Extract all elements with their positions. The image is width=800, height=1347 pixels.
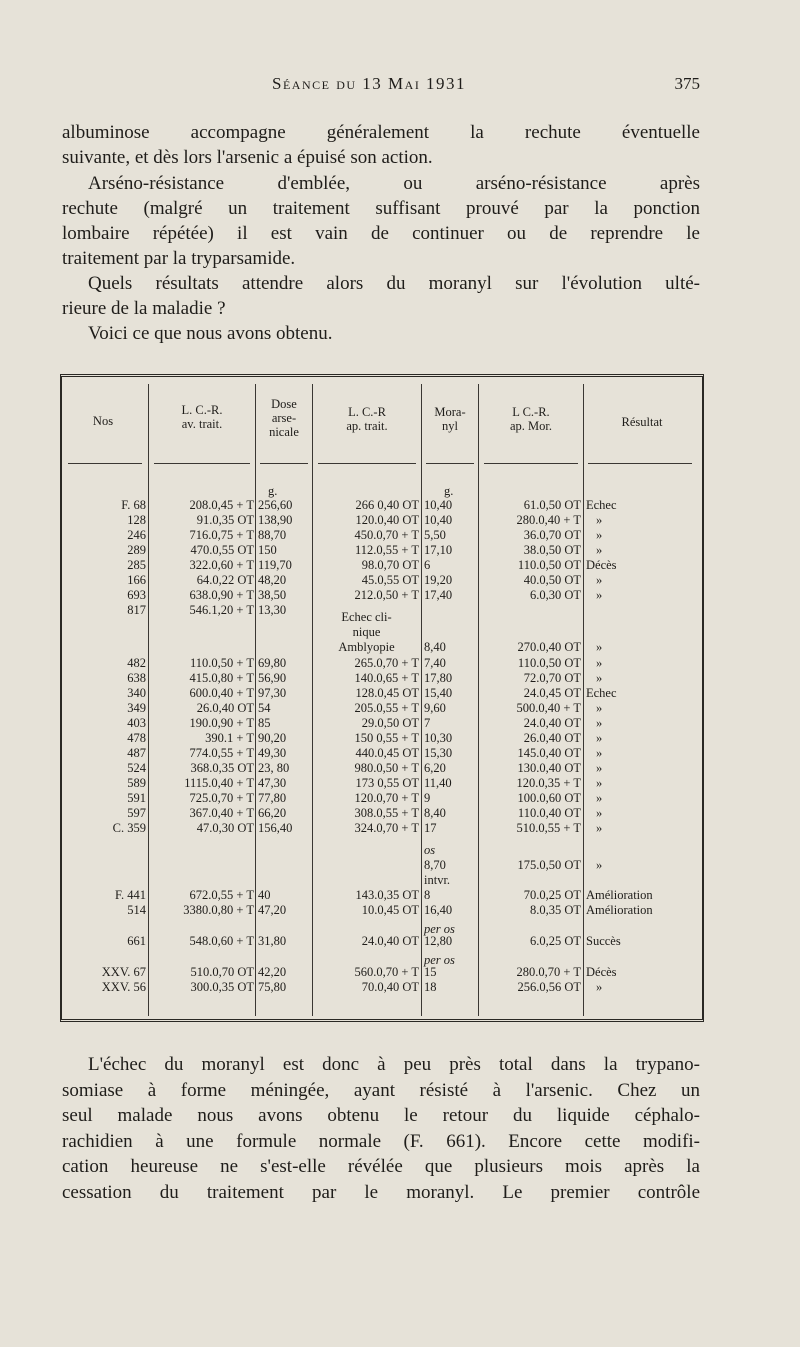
running-title: Séance du 13 Mai 1931 bbox=[272, 74, 467, 93]
text-line: rachidien à une formule normale (F. 661). Encore cette modifi- bbox=[62, 1130, 700, 1152]
clinical-failure-note bbox=[314, 610, 419, 640]
cell-result: » bbox=[596, 806, 603, 820]
cell-moranyl: 7 bbox=[424, 716, 431, 730]
cell-number: 340 bbox=[127, 686, 146, 700]
cell-lcr-moranyl: 256.0,56 OT bbox=[517, 980, 581, 994]
cell-number: 693 bbox=[127, 588, 146, 602]
cell-number: 482 bbox=[127, 656, 146, 670]
cell-lcr-after: 150 0,55 + T bbox=[354, 731, 419, 745]
cell-arsenic-dose: 85 bbox=[258, 716, 271, 730]
cell-moranyl: 10,40 bbox=[424, 513, 453, 527]
cell-lcr-moranyl: 280.0,40 + T bbox=[516, 513, 581, 527]
cell-number: F. 68 bbox=[121, 498, 146, 512]
cell-result: » bbox=[596, 716, 603, 730]
cell-lcr-moranyl: 36.0,70 OT bbox=[523, 528, 581, 542]
cell-result: Succès bbox=[586, 934, 621, 948]
text-line: cation heureuse ne s'est-elle révélée que plusieurs mois après la bbox=[62, 1156, 700, 1177]
header-line: Dose bbox=[271, 397, 297, 411]
column-divider bbox=[478, 384, 479, 1016]
cell-number: 246 bbox=[127, 528, 146, 542]
cell-arsenic-dose: 138,90 bbox=[258, 513, 293, 527]
header-line: ap. Mor. bbox=[509, 419, 552, 433]
cell-lcr-moranyl: 500.0,40 + T bbox=[516, 701, 581, 715]
cell-lcr-after: 128.0,45 OT bbox=[355, 686, 419, 700]
note-line: Echec cli- bbox=[341, 610, 392, 624]
cell-number: F. 441 bbox=[115, 888, 146, 902]
cell-lcr-moranyl: 38.0,50 OT bbox=[523, 543, 581, 557]
cell-lcr-moranyl: 40.0,50 OT bbox=[523, 573, 581, 587]
column-divider bbox=[421, 384, 422, 1016]
cell-result: Décès bbox=[586, 965, 617, 979]
cell-moranyl: 17,10 bbox=[424, 543, 453, 557]
header-line: L. C.-R bbox=[348, 405, 386, 419]
route-note: intvr. bbox=[424, 873, 451, 887]
cell-result: Echec bbox=[586, 498, 617, 512]
cell-result: » bbox=[596, 791, 603, 805]
cell-number: 591 bbox=[127, 791, 146, 805]
cell-moranyl: 15 bbox=[424, 965, 437, 979]
cell-lcr-before: 638.0,90 + T bbox=[189, 588, 254, 602]
cell-number: 638 bbox=[127, 671, 146, 685]
cell-moranyl: 17 bbox=[424, 821, 437, 835]
cell-result: » bbox=[596, 543, 603, 557]
running-header bbox=[62, 74, 700, 98]
cell-moranyl: 8 bbox=[424, 888, 431, 902]
cell-lcr-before: 390.1 + T bbox=[205, 731, 254, 745]
header-lcr-after bbox=[314, 405, 420, 433]
cell-lcr-moranyl: 110.0,40 OT bbox=[517, 806, 581, 820]
page-number: 375 bbox=[674, 74, 700, 93]
cell-arsenic-dose: 56,90 bbox=[258, 671, 287, 685]
header-line: nyl bbox=[442, 419, 458, 433]
cell-result: » bbox=[596, 588, 603, 602]
cell-lcr-before: 367.0,40 + T bbox=[189, 806, 254, 820]
cell-number: 478 bbox=[127, 731, 146, 745]
cell-moranyl: 19,20 bbox=[424, 573, 453, 587]
cell-result: » bbox=[596, 746, 603, 760]
cell-lcr-before: 47.0,30 OT bbox=[196, 821, 254, 835]
paragraph-3 bbox=[62, 271, 700, 321]
cell-result: » bbox=[596, 528, 603, 542]
cell-lcr-before: 548.0,60 + T bbox=[189, 934, 254, 948]
cell-moranyl: 15,30 bbox=[424, 746, 453, 760]
cell-moranyl: 10,30 bbox=[424, 731, 453, 745]
cell-result: » bbox=[596, 513, 603, 527]
cell-moranyl: 8,40 bbox=[424, 806, 446, 820]
text-line: Quels résultats attendre alors du moranyl sur l'évolution ulté- bbox=[88, 273, 700, 294]
cell-number: XXV. 56 bbox=[101, 980, 146, 994]
cell-number: 403 bbox=[127, 716, 146, 730]
cell-lcr-before: 26.0,40 OT bbox=[196, 701, 254, 715]
cell-result: Amélioration bbox=[586, 903, 653, 917]
cell-result: » bbox=[596, 701, 603, 715]
cell-lcr-before: 600.0,40 + T bbox=[189, 686, 254, 700]
cell-arsenic-dose: 75,80 bbox=[258, 980, 287, 994]
cell-result: » bbox=[596, 761, 603, 775]
cell-lcr-moranyl: 510.0,55 + T bbox=[516, 821, 581, 835]
cell-arsenic-dose: 38,50 bbox=[258, 588, 287, 602]
cell-moranyl: 8,40 bbox=[424, 640, 446, 654]
header-rule bbox=[68, 463, 142, 464]
cell-lcr-moranyl: 61.0,50 OT bbox=[523, 498, 581, 512]
column-divider bbox=[583, 384, 584, 1016]
note-line: nique bbox=[352, 625, 381, 639]
column-divider bbox=[148, 384, 149, 1016]
cell-moranyl: 10,40 bbox=[424, 498, 453, 512]
cell-lcr-moranyl: 6.0,30 OT bbox=[529, 588, 581, 602]
cell-lcr-after: 450.0,70 + T bbox=[354, 528, 419, 542]
cell-number: 661 bbox=[127, 934, 146, 948]
cell-lcr-moranyl: 270.0,40 OT bbox=[517, 640, 581, 654]
cell-number: 487 bbox=[127, 746, 146, 760]
cell-arsenic-dose: 256,60 bbox=[258, 498, 293, 512]
cell-lcr-before: 64.0,22 OT bbox=[196, 573, 254, 587]
header-lcr-before bbox=[152, 403, 252, 431]
cell-moranyl: 6,20 bbox=[424, 761, 446, 775]
cell-lcr-before: 415.0,80 + T bbox=[189, 671, 254, 685]
cell-lcr-after: 265.0,70 + T bbox=[354, 656, 419, 670]
cell-moranyl: 8,70 bbox=[424, 858, 446, 872]
cell-result: » bbox=[596, 656, 603, 670]
cell-lcr-before: 672.0,55 + T bbox=[189, 888, 254, 902]
cell-arsenic-dose: 23, 80 bbox=[258, 761, 290, 775]
cell-lcr-moranyl: 70.0,25 OT bbox=[523, 888, 581, 902]
column-divider bbox=[255, 384, 256, 1016]
cell-number: 128 bbox=[127, 513, 146, 527]
cell-lcr-before: 470.0,55 OT bbox=[190, 543, 254, 557]
paragraph-1 bbox=[62, 120, 700, 170]
cell-lcr-before: 110.0,50 + T bbox=[190, 656, 254, 670]
cell-arsenic-dose: 88,70 bbox=[258, 528, 287, 542]
text-line: lombaire répétée) il est vain de continuer ou de reprendre le bbox=[62, 223, 700, 244]
cell-result: » bbox=[596, 640, 603, 654]
route-note: per os bbox=[424, 953, 455, 967]
text-line: albuminose accompagne généralement la rechute éventuelle bbox=[62, 122, 700, 143]
cell-arsenic-dose: 119,70 bbox=[258, 558, 292, 572]
header-line: L. C.-R. bbox=[181, 403, 223, 417]
route-note: os bbox=[424, 843, 436, 857]
cell-lcr-before: 300.0,35 OT bbox=[190, 980, 254, 994]
cell-arsenic-dose: 48,20 bbox=[258, 573, 287, 587]
cell-lcr-before: 546.1,20 + T bbox=[189, 603, 254, 617]
header-result: Résultat bbox=[621, 415, 663, 429]
paragraph-2 bbox=[62, 171, 700, 271]
cell-result: » bbox=[596, 858, 603, 872]
cell-lcr-after: 980.0,50 + T bbox=[354, 761, 419, 775]
cell-lcr-before: 774.0,55 + T bbox=[189, 746, 254, 760]
cell-result: Décès bbox=[586, 558, 617, 572]
cell-moranyl: 16,40 bbox=[424, 903, 453, 917]
header-rule bbox=[260, 463, 308, 464]
cell-moranyl: 12,80 bbox=[424, 934, 453, 948]
cell-result: » bbox=[596, 573, 603, 587]
cell-lcr-before: 725.0,70 + T bbox=[189, 791, 254, 805]
cell-arsenic-dose: 54 bbox=[258, 701, 271, 715]
cell-number: C. 359 bbox=[112, 821, 146, 835]
cell-lcr-moranyl: 175.0,50 OT bbox=[517, 858, 581, 872]
header-moranyl bbox=[422, 405, 478, 433]
cell-lcr-moranyl: 130.0,40 OT bbox=[517, 761, 581, 775]
cell-arsenic-dose: 66,20 bbox=[258, 806, 287, 820]
cell-lcr-moranyl: 8.0,35 OT bbox=[529, 903, 581, 917]
cell-arsenic-dose: 42,20 bbox=[258, 965, 287, 979]
cell-lcr-moranyl: 280.0,70 + T bbox=[516, 965, 581, 979]
cell-moranyl: 11,40 bbox=[424, 776, 452, 790]
cell-moranyl: 5,50 bbox=[424, 528, 446, 542]
cell-lcr-after: 120.0,40 OT bbox=[355, 513, 419, 527]
cell-arsenic-dose: 156,40 bbox=[258, 821, 293, 835]
cell-result: » bbox=[596, 980, 603, 994]
header-lcr-moranyl bbox=[480, 405, 582, 433]
paragraph-4 bbox=[62, 321, 700, 346]
text-line: rechute (malgré un traitement suffisant prouvé par la ponction bbox=[62, 198, 700, 219]
header-line: L C.-R. bbox=[512, 405, 550, 419]
text-line: rieure de la maladie ? bbox=[62, 298, 226, 319]
cell-moranyl: 9,60 bbox=[424, 701, 446, 715]
cell-arsenic-dose: 150 bbox=[258, 543, 277, 557]
cell-result: » bbox=[596, 731, 603, 745]
cell-moranyl: 18 bbox=[424, 980, 437, 994]
cell-number: 589 bbox=[127, 776, 146, 790]
cell-result: » bbox=[596, 821, 603, 835]
cell-lcr-after: 24.0,40 OT bbox=[361, 934, 419, 948]
cell-lcr-before: 190.0,90 + T bbox=[189, 716, 254, 730]
cell-result: » bbox=[596, 776, 603, 790]
cell-lcr-after: 308.0,55 + T bbox=[354, 806, 419, 820]
cell-lcr-after: 324.0,70 + T bbox=[354, 821, 419, 835]
cell-lcr-before: 716.0,75 + T bbox=[189, 528, 254, 542]
cell-lcr-after: 45.0,55 OT bbox=[361, 573, 419, 587]
cell-lcr-before: 91.0,35 OT bbox=[196, 513, 254, 527]
cell-moranyl: 6 bbox=[424, 558, 431, 572]
cell-number: 514 bbox=[127, 903, 146, 917]
cell-arsenic-dose: 77,80 bbox=[258, 791, 287, 805]
cell-lcr-moranyl: 24.0,40 OT bbox=[523, 716, 581, 730]
cell-result: Amélioration bbox=[586, 888, 653, 902]
cell-number: 285 bbox=[127, 558, 146, 572]
text-line: traitement par la tryparsamide. bbox=[62, 248, 296, 269]
cell-result: Echec bbox=[586, 686, 617, 700]
cell-number: 166 bbox=[127, 573, 146, 587]
cell-moranyl: 15,40 bbox=[424, 686, 453, 700]
cell-arsenic-dose: 31,80 bbox=[258, 934, 287, 948]
unit-label: g. bbox=[444, 484, 454, 498]
cell-lcr-after: 140.0,65 + T bbox=[354, 671, 419, 685]
cell-lcr-after: 212.0,50 + T bbox=[354, 588, 419, 602]
cell-lcr-moranyl: 72.0,70 OT bbox=[523, 671, 581, 685]
cell-lcr-before: 368.0,35 OT bbox=[190, 761, 254, 775]
header-rule bbox=[426, 463, 474, 464]
cell-lcr-moranyl: 24.0,45 OT bbox=[523, 686, 581, 700]
header-rule bbox=[588, 463, 692, 464]
header-rule bbox=[154, 463, 250, 464]
header-line: arse- bbox=[271, 411, 297, 425]
cell-moranyl: 17,80 bbox=[424, 671, 453, 685]
cell-number: 349 bbox=[127, 701, 146, 715]
cell-lcr-after: 173 0,55 OT bbox=[355, 776, 419, 790]
header-arsenic-dose bbox=[256, 397, 312, 439]
cell-arsenic-dose: 47,30 bbox=[258, 776, 287, 790]
cell-lcr-after: 143.0,35 OT bbox=[355, 888, 419, 902]
cell-moranyl: 9 bbox=[424, 791, 431, 805]
cell-lcr-moranyl: 120.0,35 + T bbox=[516, 776, 581, 790]
cell-number: 289 bbox=[127, 543, 146, 557]
cell-number: 817 bbox=[127, 603, 146, 617]
header-line: Mora- bbox=[434, 405, 466, 419]
text-line: cessation du traitement par le moranyl. Le premier contrôle bbox=[62, 1181, 700, 1203]
header-rule bbox=[484, 463, 578, 464]
route-note: per os bbox=[424, 922, 455, 936]
cell-result: » bbox=[596, 671, 603, 685]
paragraph-5 bbox=[62, 1052, 700, 1205]
cell-lcr-after: 440.0,45 OT bbox=[355, 746, 419, 760]
cell-arsenic-dose: 90,20 bbox=[258, 731, 287, 745]
cell-moranyl: 17,40 bbox=[424, 588, 453, 602]
cell-lcr-moranyl: 26.0,40 OT bbox=[523, 731, 581, 745]
cell-lcr-moranyl: 110.0,50 OT bbox=[517, 656, 581, 670]
column-divider bbox=[312, 384, 313, 1016]
cell-lcr-after: 560.0,70 + T bbox=[354, 965, 419, 979]
cell-arsenic-dose: 69,80 bbox=[258, 656, 287, 670]
cell-number: 597 bbox=[127, 806, 146, 820]
cell-lcr-before: 322.0,60 + T bbox=[189, 558, 254, 572]
amblyopie-label: Amblyopie bbox=[338, 640, 395, 654]
cell-arsenic-dose: 40 bbox=[258, 888, 271, 902]
text-line: suivante, et dès lors l'arsenic a épuisé son action. bbox=[62, 147, 433, 168]
cell-lcr-after: 98.0,70 OT bbox=[361, 558, 419, 572]
header-rule bbox=[318, 463, 416, 464]
cell-number: XXV. 67 bbox=[101, 965, 146, 979]
text-line: seul malade nous avons obtenu le retour du liquide céphalo- bbox=[62, 1105, 700, 1126]
cell-lcr-after: 120.0,70 + T bbox=[354, 791, 419, 805]
cell-arsenic-dose: 49,30 bbox=[258, 746, 287, 760]
header-line: nicale bbox=[269, 425, 299, 439]
cell-lcr-moranyl: 100.0,60 OT bbox=[517, 791, 581, 805]
cell-lcr-after: 112.0,55 + T bbox=[355, 543, 419, 557]
unit-label: g. bbox=[268, 484, 278, 498]
header-line: av. trait. bbox=[181, 417, 223, 431]
text-line: L'échec du moranyl est donc à peu près total dans la trypano- bbox=[88, 1054, 700, 1075]
cell-arsenic-dose: 97,30 bbox=[258, 686, 287, 700]
text-line: Arséno-résistance d'emblée, ou arséno-résistance après bbox=[88, 173, 700, 194]
cell-moranyl: 7,40 bbox=[424, 656, 446, 670]
text-line: Voici ce que nous avons obtenu. bbox=[88, 323, 333, 344]
cell-lcr-moranyl: 6.0,25 OT bbox=[529, 934, 581, 948]
cell-lcr-before: 510.0,70 OT bbox=[190, 965, 254, 979]
text-line: somiase à forme méningée, ayant résisté à l'arsenic. Chez un bbox=[62, 1079, 700, 1101]
header-line: ap. trait. bbox=[346, 419, 388, 433]
cell-lcr-before: 208.0,45 + T bbox=[189, 498, 254, 512]
cell-lcr-after: 29.0,50 OT bbox=[361, 716, 419, 730]
cell-lcr-moranyl: 145.0,40 OT bbox=[517, 746, 581, 760]
cell-lcr-after: 10.0,45 OT bbox=[361, 903, 419, 917]
cell-number: 524 bbox=[127, 761, 146, 775]
cell-lcr-before: 1115.0,40 + T bbox=[184, 776, 254, 790]
cell-arsenic-dose: 47,20 bbox=[258, 903, 287, 917]
header-numbers: Nos bbox=[92, 414, 114, 428]
cell-arsenic-dose: 13,30 bbox=[258, 603, 287, 617]
cell-lcr-before: 3380.0,80 + T bbox=[183, 903, 254, 917]
cell-lcr-moranyl: 110.0,50 OT bbox=[517, 558, 581, 572]
cell-lcr-after: 205.0,55 + T bbox=[354, 701, 419, 715]
cell-lcr-after: 70.0,40 OT bbox=[361, 980, 419, 994]
cell-lcr-after: 266 0,40 OT bbox=[355, 498, 419, 512]
